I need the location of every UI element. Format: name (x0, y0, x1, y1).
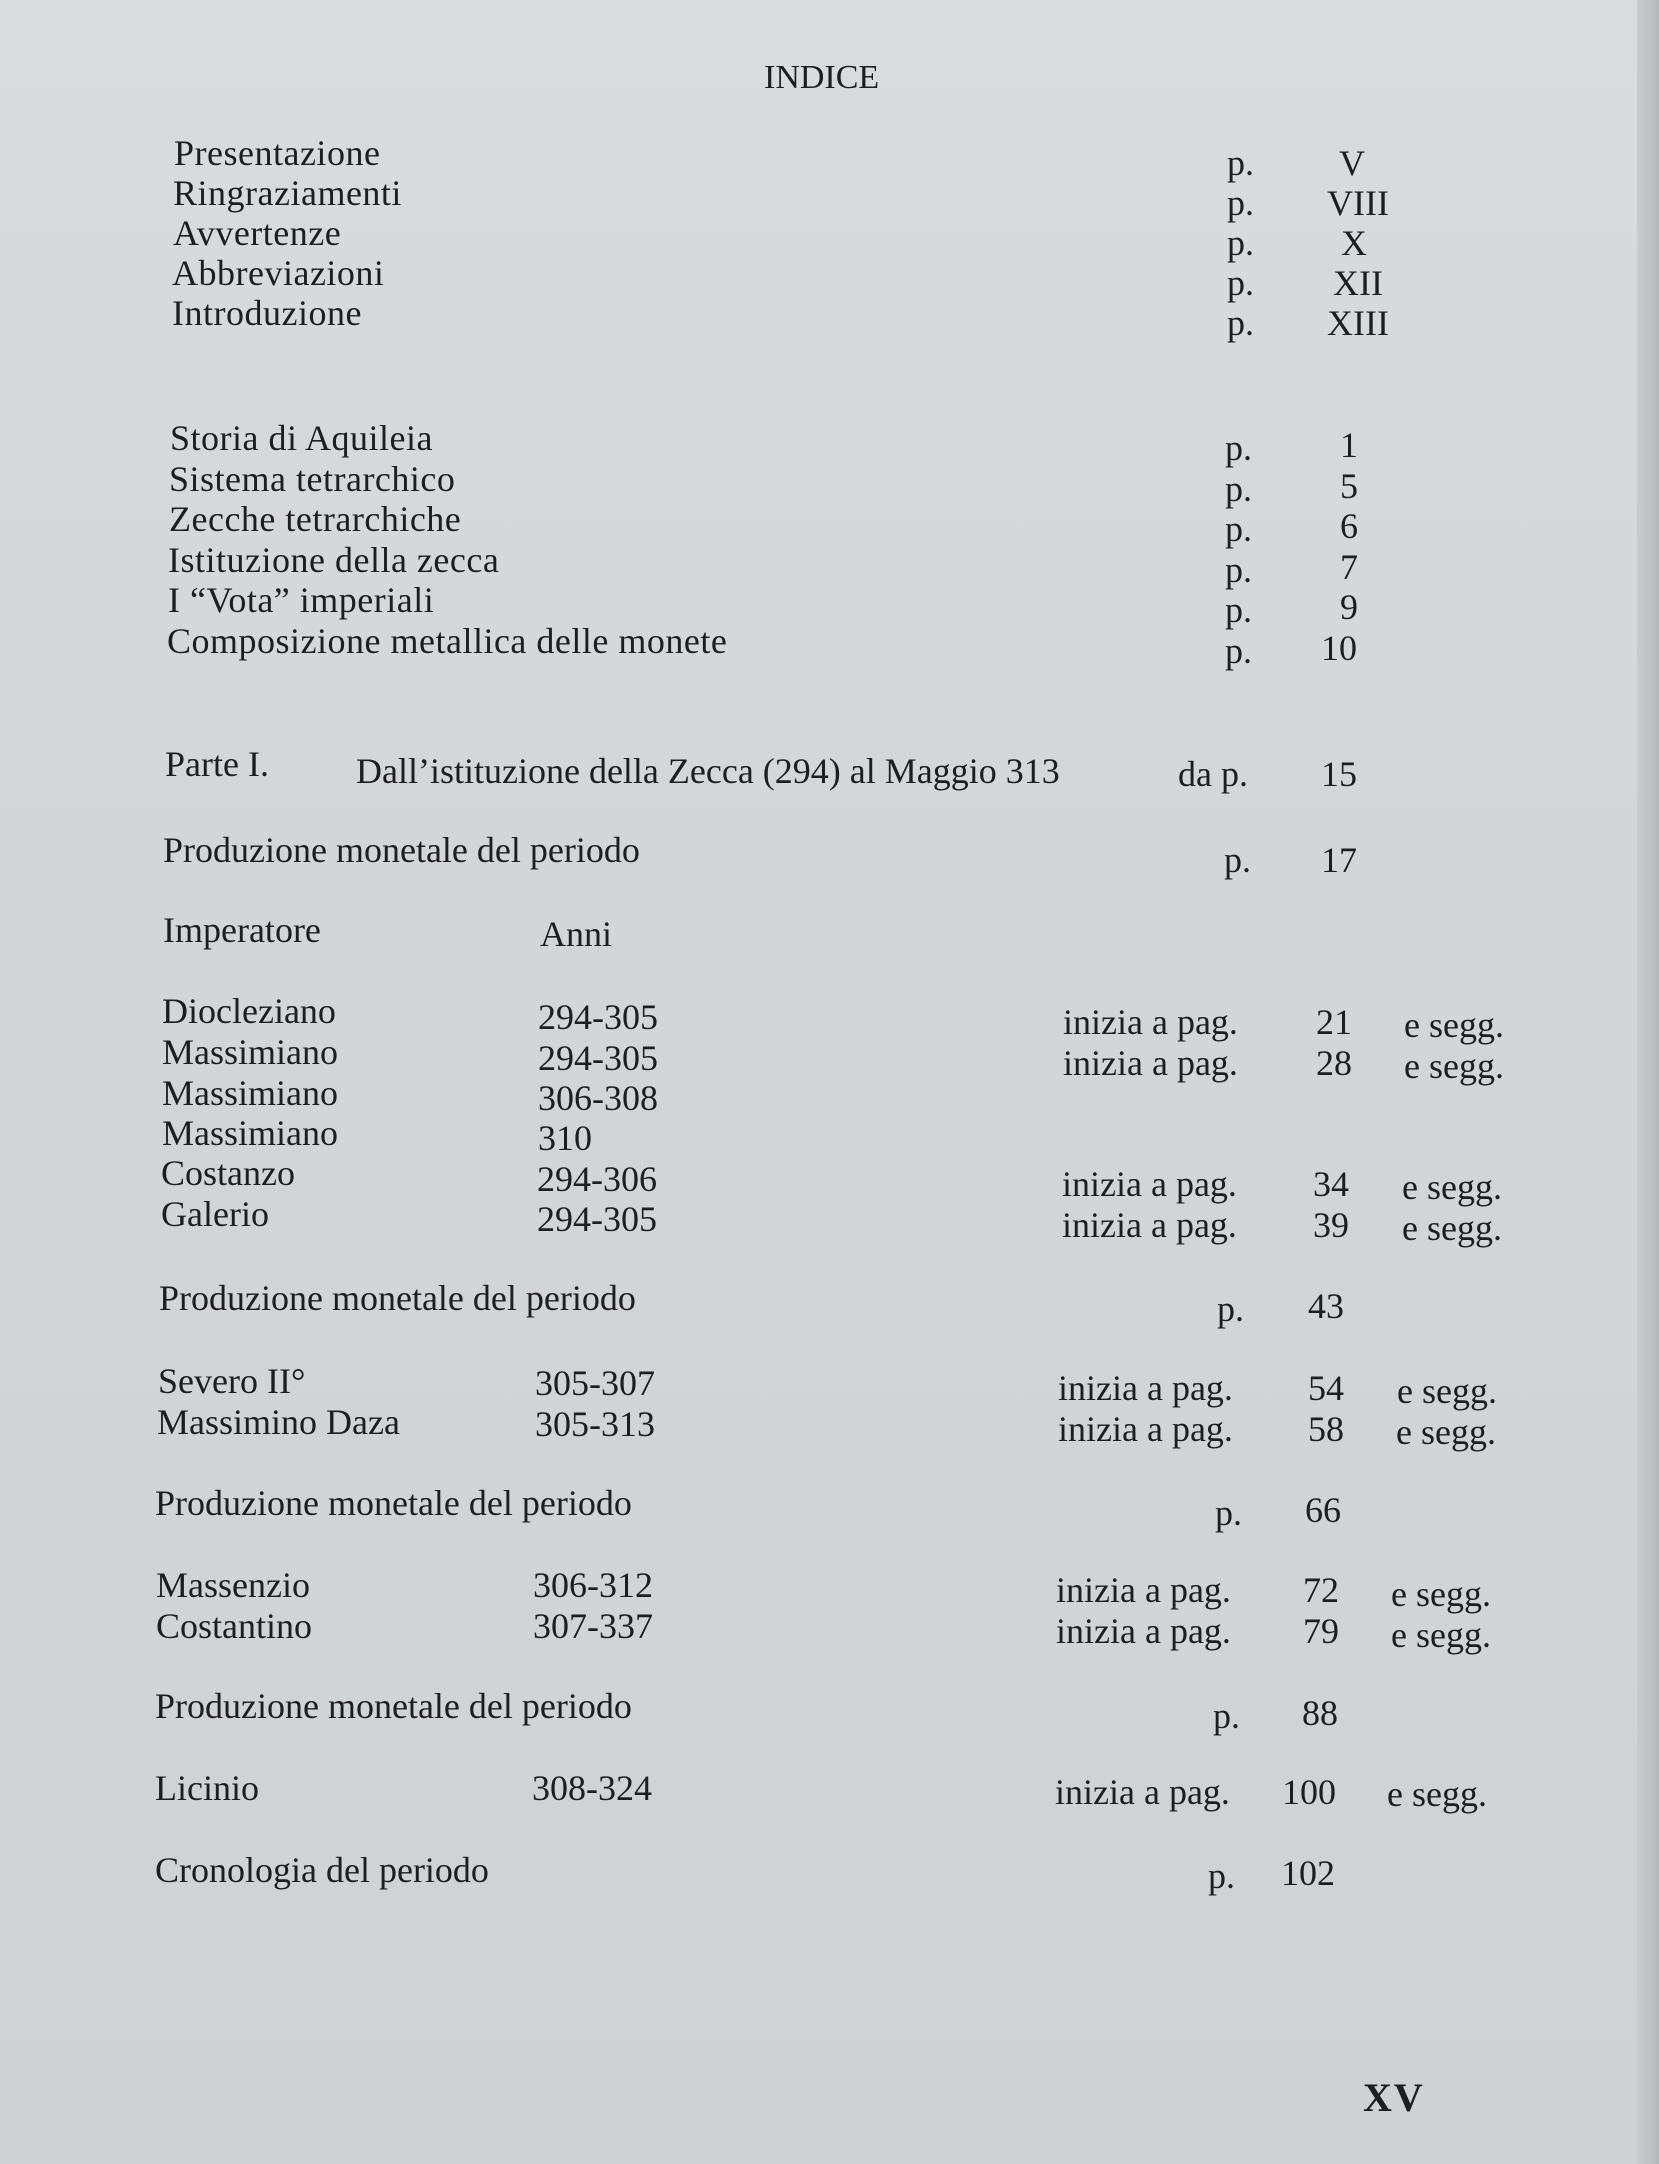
emperor-years: 305-313 (535, 1404, 655, 1444)
toc-page-number: XII (1333, 263, 1383, 303)
toc-page-number: 102 (1281, 1853, 1335, 1893)
segg-text: e segg. (1396, 1412, 1496, 1452)
toc-p: p. (1213, 1696, 1240, 1736)
segg-text: e segg. (1402, 1167, 1502, 1207)
toc-page-number: 7 (1340, 547, 1358, 587)
toc-label-ringraziamenti: Ringraziamenti (173, 173, 402, 213)
emperor-years: 306-308 (538, 1078, 658, 1118)
toc-page-number: 79 (1303, 1611, 1339, 1651)
emperor-years: 306-312 (533, 1565, 653, 1605)
emperor-name: Costantino (156, 1606, 313, 1646)
emperor-years: 294-305 (537, 1199, 657, 1239)
page-ref-text: inizia a pag. (1058, 1368, 1233, 1408)
section-produzione: Produzione monetale del periodo (155, 1483, 632, 1523)
emperor-name: Massimiano (162, 1073, 338, 1113)
part-title: Dall’istituzione della Zecca (294) al Maggio 313 (356, 751, 1060, 791)
toc-page-number: 21 (1316, 1002, 1352, 1042)
toc-page-number: 54 (1308, 1368, 1344, 1408)
emperor-name: Diocleziano (162, 991, 336, 1031)
toc-label-abbreviazioni: Abbreviazioni (172, 253, 385, 293)
segg-text: e segg. (1404, 1046, 1504, 1086)
toc-page-number: XIII (1327, 303, 1389, 343)
toc-p: p. (1217, 1289, 1244, 1329)
toc-page-number: 28 (1316, 1043, 1352, 1083)
toc-label-avvertenze: Avvertenze (173, 213, 342, 253)
toc-p: p. (1224, 840, 1251, 880)
segg-text: e segg. (1404, 1005, 1504, 1045)
segg-text: e segg. (1402, 1208, 1502, 1248)
toc-page-number: 17 (1321, 840, 1357, 880)
emperor-years: 305-307 (535, 1363, 655, 1403)
page-ref-text: inizia a pag. (1058, 1409, 1233, 1449)
toc-page-number: 43 (1308, 1286, 1344, 1326)
section-produzione: Produzione monetale del periodo (163, 830, 640, 870)
section-produzione: Produzione monetale del periodo (159, 1278, 636, 1318)
emperor-years: 307-337 (533, 1606, 653, 1646)
section-cronologia: Cronologia del periodo (155, 1850, 489, 1890)
toc-page-number: 100 (1282, 1772, 1336, 1812)
toc-p: p. (1227, 183, 1254, 223)
part-label: Parte I. (165, 744, 269, 784)
toc-page-number: 88 (1302, 1693, 1338, 1733)
toc-page-number: 9 (1340, 587, 1358, 627)
emperor-years: 294-305 (538, 997, 658, 1037)
emperor-name: Costanzo (161, 1153, 295, 1193)
segg-text: e segg. (1391, 1615, 1491, 1655)
section-produzione: Produzione monetale del periodo (155, 1686, 632, 1726)
emperor-name: Licinio (155, 1768, 259, 1808)
toc-label-presentazione: Presentazione (174, 133, 381, 173)
toc-label-storia: Storia di Aquileia (170, 418, 433, 458)
toc-p: p. (1208, 1856, 1235, 1896)
page-ref-text: inizia a pag. (1056, 1570, 1231, 1610)
toc-p: p. (1227, 303, 1254, 343)
page-ref-text: inizia a pag. (1062, 1205, 1237, 1245)
page-ref-text: inizia a pag. (1063, 1002, 1238, 1042)
toc-label-sistema: Sistema tetrarchico (169, 459, 456, 499)
emperor-name: Severo II° (158, 1361, 306, 1401)
toc-page-number: 34 (1313, 1164, 1349, 1204)
toc-label-composizione: Composizione metallica delle monete (167, 621, 728, 661)
toc-page-number: 1 (1340, 425, 1358, 465)
emperor-name: Galerio (161, 1194, 269, 1234)
toc-p: p. (1225, 631, 1252, 671)
toc-page-number: 66 (1305, 1490, 1341, 1530)
segg-text: e segg. (1391, 1574, 1491, 1614)
toc-page-number: V (1339, 143, 1365, 183)
toc-page-number: 10 (1321, 628, 1357, 668)
toc-p: p. (1225, 550, 1252, 590)
emperor-years: 308-324 (532, 1768, 652, 1808)
emperor-name: Massimiano (162, 1032, 338, 1072)
emperor-years: 310 (538, 1118, 592, 1158)
toc-page-number: 39 (1313, 1205, 1349, 1245)
page-ref-text: inizia a pag. (1055, 1772, 1230, 1812)
toc-p: p. (1227, 223, 1254, 263)
toc-p: p. (1225, 590, 1252, 630)
emperor-years: 294-305 (538, 1038, 658, 1078)
toc-p: p. (1215, 1493, 1242, 1533)
emperor-name: Massenzio (156, 1565, 310, 1605)
column-header-emperor: Imperatore (163, 910, 321, 950)
page-ref-text: inizia a pag. (1063, 1043, 1238, 1083)
emperor-name: Massimiano (162, 1113, 338, 1153)
toc-page-number: VIII (1327, 183, 1389, 223)
page-folio: XV (1363, 2075, 1425, 2120)
toc-page-number: 5 (1340, 466, 1358, 506)
toc-label-zecche: Zecche tetrarchiche (169, 499, 462, 539)
page-edge-shadow (1637, 0, 1659, 2164)
segg-text: e segg. (1397, 1371, 1497, 1411)
emperor-years: 294-306 (537, 1159, 657, 1199)
segg-text: e segg. (1387, 1774, 1487, 1814)
toc-p: p. (1225, 509, 1252, 549)
toc-p: p. (1227, 263, 1254, 303)
toc-label-vota: I “Vota” imperiali (168, 580, 435, 620)
column-header-years: Anni (540, 914, 612, 954)
toc-p: p. (1225, 428, 1252, 468)
toc-label-introduzione: Introduzione (172, 293, 362, 333)
toc-p: p. (1225, 469, 1252, 509)
page-ref-text: inizia a pag. (1056, 1611, 1231, 1651)
toc-page-number: 6 (1340, 506, 1358, 546)
toc-p: da p. (1178, 754, 1248, 794)
page-title: INDICE (764, 59, 880, 96)
toc-page-number: X (1341, 223, 1367, 263)
emperor-name: Massimino Daza (157, 1402, 400, 1442)
page-ref-text: inizia a pag. (1062, 1164, 1237, 1204)
toc-page-number: 72 (1303, 1570, 1339, 1610)
toc-label-istituzione: Istituzione della zecca (168, 540, 500, 580)
toc-page-number: 58 (1308, 1409, 1344, 1449)
toc-page-number: 15 (1321, 754, 1357, 794)
toc-p: p. (1227, 143, 1254, 183)
